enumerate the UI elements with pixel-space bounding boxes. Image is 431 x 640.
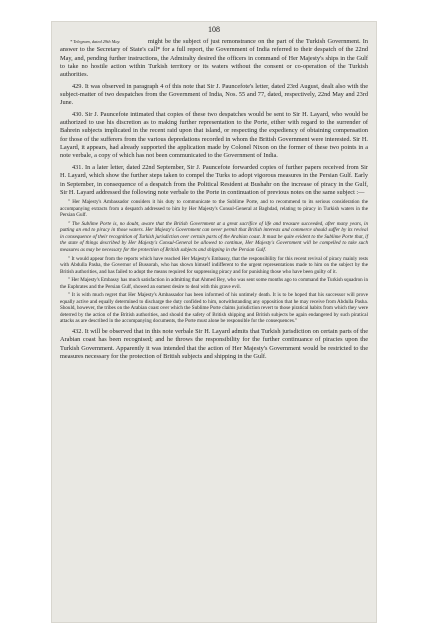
intro-paragraph: might be the subject of just remonstrance on the part of the Turkish Government. In answer to the Secretary of State's call* for a full report, the Government of India referred to their despatch of the 22nd May, and, pending further instructions, the Admiralty desired the officers in command of Her Majesty's ships in the Gulf to take no hostile action within Turkish territory or its waters without the consent or co-operation of the Turkish authorities. xyxy=(60,38,368,79)
intro-block xyxy=(60,38,368,80)
quote-paragraph-2-text: " The Sublime Porte is, no doubt, aware that the British Government at a great sacrifice of life and treasure succeeded, after many years, in putting an end to piracy in those waters. Her Majesty's Government can never permit that British interests and commerce should suffer by its revival in consequence of their recognition of Turkish jurisdiction over certain parts of the Arabian coast. It must be quite evident to the Sublime Porte that, if the state of things described by Her Majesty's Consul-General be allowed to continue, Her Majesty's Government will be compelled to take such measures as may be necessary for the protection of British subjects and shipping in the Persian Gulf. xyxy=(60,220,368,254)
quote-paragraph-2 xyxy=(60,221,368,254)
quote-paragraph-3: " It would appear from the reports which have reached Her Majesty's Embassy, that the responsibility for this recent revival of piracy mainly rests with Abdulla Pasha, the Governor of Bussorah, who has shown himself indifferent to the urgent representations made to him on the subject by the British authorities, and has failed to adopt the means required for suppressing piracy and for punishing those who have been guilty of it. xyxy=(60,255,368,275)
paragraph-432: 432. It will be observed that in this note verbale Sir H. Layard admits that Turkish jurisdiction on certain parts of the Arabian coast has been recognised; and he throws the responsibility for the further continuance of piracies upon the Turkish Government. Apparently it was intended that the action of Her Majesty's Government would be restricted to the measures necessary for the protection of British subjects and shipping in the Gulf. xyxy=(60,328,368,361)
document-page xyxy=(52,22,376,622)
quote-paragraph-4: " Her Majesty's Embassy has much satisfaction in admitting that Ahmed Bey, who was sent some months ago to command the Turkish squadron in the Euphrates and the Persian Gulf, showed an earnest desire to deal with this grave evil. xyxy=(60,277,368,290)
quote-paragraph-5: " It is with much regret that Her Majesty's Ambassador has been informed of his untimely death. It is to be hoped that his successor will prove equally active and equally determined to discharge the duty confided to him, notwithstanding any opposition that he may receive from Abdulla Pasha. Should, however, the tribes on the Arabian coast over which the Sublime Porte claims jurisdiction revert to those piratical habits from which they were deterred by the action of the British authorities, and should the safety of British shipping and British subjects be again endangered by such piratical attacks as are described in the accompanying documents, the Porte must alone be responsible for the consequences." xyxy=(60,292,368,325)
paragraph-430: 430. Sir J. Pauncefote intimated that copies of these two despatches would be sent to Sir H. Layard, who would be authorized to use his discretion as to making further representation to the Porte, either with regard to the surrender of Bahrein subjects implicated in the recent raid upon that island, or respecting the expediency of obtaining compensation for those of the sufferers from the various depredations recorded in whom the British Government were interested. Sir H. Layard, it appears, had already supported the application made by Colonel Nixon on the former of these two points in a note verbale, a copy of which has not been communicated to the Government of India. xyxy=(60,110,368,160)
quote-paragraph-1: " Her Majesty's Ambassador considers it his duty to communicate to the Sublime Porte, and to recommend to its serious consideration the accompanying extracts from a despatch addressed to him by Her Majesty's Consul-General at Baghdad, relating to piracy in Turkish waters in the Persian Gulf. xyxy=(60,199,368,219)
paragraph-431: 431. In a later letter, dated 22nd September, Sir J. Pauncefote forwarded copies of further papers received from Sir H. Layard, which show the further steps taken to compel the Turks to adopt vigorous measures in the Persian Gulf. Early in September, in consequence of a despatch from the Political Resident at Bushahr on the increase of piracy in the Gulf, Sir H. Layard addressed the following note verbale to the Porte in continuation of previous notes on the same subject :— xyxy=(60,163,368,196)
margin-footnote: * Telegram, dated 29th May. xyxy=(70,39,121,44)
page-body xyxy=(60,38,368,361)
paragraph-429: 429. It was observed in paragraph 4 of this note that Sir J. Pauncefote's letter, dated 23rd August, dealt also with the subject-matter of two despatches from the Government of India, Nos. 55 and 77, dated, respectively, 22nd May and 23rd June. xyxy=(60,82,368,107)
page-number: 108 xyxy=(208,25,220,34)
